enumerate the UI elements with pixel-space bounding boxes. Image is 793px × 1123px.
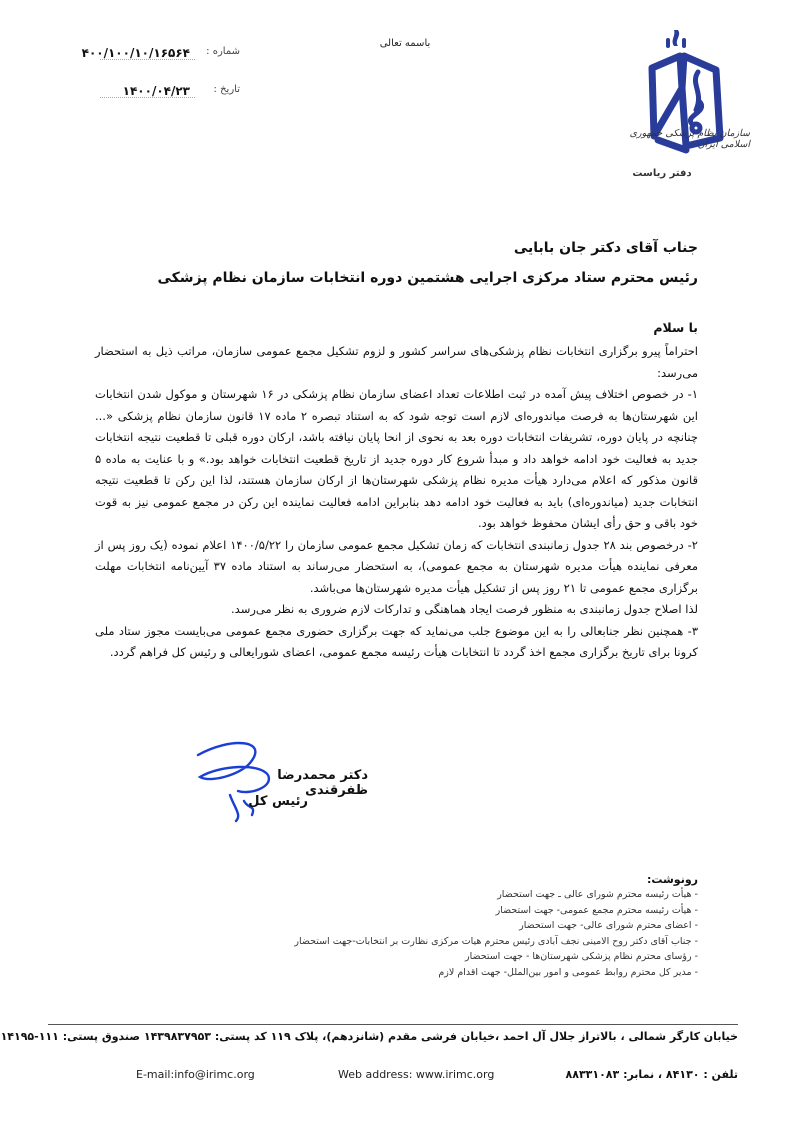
signatory-title: رئیس کل: [248, 794, 308, 809]
paragraph-2: ۲- درخصوص بند ۲۸ جدول زمانبندی انتخابات که زمان تشکیل مجمع عمومی سازمان را ۱۴۰۰/۵/۲۲ اعلام نموده (یک روز پس از معرفی نماینده هیأت مدیره شهرستان به مجمع عمومی)، به استحضار می‌رساند به استناد ماده ۳۷ آیین‌نامه انتخابات مهلت برگزاری مجمع عمومی تا ۲۱ روز پس از تشکیل هیأت مدیره شهرستان‌ها می‌باشد.: [95, 537, 698, 595]
addressee-name: جناب آقای دکتر جان بابایی: [513, 240, 698, 256]
addressee-title: رئیس محترم ستاد مرکزی اجرایی هشتمین دوره انتخابات سازمان نظام پزشکی: [157, 270, 698, 286]
footer-contact: [48, 1068, 738, 1086]
footer-phone: تلفن : ۸۴۱۳۰ ، نمابر: ۸۸۳۳۱۰۸۳: [565, 1068, 738, 1081]
cc-item: - هیأت رئیسه محترم شورای عالی ـ جهت استحضار: [497, 889, 698, 900]
cc-item: - جناب آقای دکتر روح الامینی نجف آبادی رئیس محترم هیات مرکزی نظارت بر انتخابات-جهت استحضار: [294, 935, 698, 947]
footer-divider: [48, 1024, 738, 1025]
footer-email[interactable]: E-mail:info@irimc.org: [136, 1068, 255, 1081]
cc-list: [198, 887, 698, 980]
paragraph-2-note: لذا اصلاح جدول زمانبندی به منظور فرصت ایجاد هماهنگی و تدارکات لازم ضروری به نظر می‌رسد.: [231, 602, 698, 616]
cc-title: رونوشت:: [646, 873, 698, 886]
letter-body: [95, 341, 698, 664]
cc-item: - هیأت رئیسه محترم مجمع عمومی- جهت استحضار: [495, 904, 698, 916]
paragraph-intro: احتراماً پیرو برگزاری انتخابات نظام پزشکی‌های سراسر کشور و لزوم تشکیل مجمع عمومی سازمان، مراتب ذیل به استحضار می‌رسد:: [95, 344, 698, 380]
org-name: سازمان نظام پزشکی جمهوری اسلامی ایران: [629, 128, 750, 150]
greeting: با سلام: [653, 320, 698, 335]
irimc-logo-icon: [612, 28, 752, 188]
letter-date: [60, 84, 240, 102]
paragraph-3: ۳- همچنین نظر جنابعالی را به این موضوع جلب می‌نماید که جهت برگزاری حضوری مجمع عمومی می‌بایست مجوز ستاد ملی کرونا برای تاریخ برگزاری مجمع اخذ گردد تا انتخابات هیأت رئیسه مجمع عمومی، اعضای شورایعالی و رئیس کل فراهم گردد.: [95, 623, 698, 659]
cc-item: - اعضای محترم شورای عالی- جهت استحضار: [519, 920, 698, 931]
date-value: ۱۴۰۰/۰۴/۲۳: [122, 84, 190, 98]
basmala: باسمه تعالی: [379, 38, 431, 49]
letter-number: [60, 46, 240, 64]
date-label: تاریخ :: [213, 84, 240, 95]
footer-address: خیابان کارگر شمالی ، بالاتراز جلال آل احمد ،خیابان فرشی مقدم (شانزدهم)، پلاک ۱۱۹ کد پستی: ۱۴۳۹۸۳۷۹۵۳ صندوق پستی: ۱۱۱-۱۴۱۹۵: [0, 1030, 738, 1043]
office-name: دفتر ریاست: [632, 168, 692, 179]
signatory-name: دکتر محمدرضا ظفرقندی: [277, 768, 368, 798]
number-value: ۴۰۰/۱۰۰/۱۰/۱۶۵۶۴: [81, 46, 190, 60]
footer-website[interactable]: Web address: www.irimc.org: [338, 1068, 495, 1081]
paragraph-1: ۱- در خصوص اختلاف پیش آمده در ثبت اطلاعات تعداد اعضای سازمان نظام پزشکی در ۱۶ شهرستان و موکول شدن انتخابات این شهرستان‌ها به فرصت میاندوره‌ای لازم است توجه شود که به استناد تبصره ۲ ماده ۱۷ قانون سازمان نظام پزشکی «... چنانچه در پایان دوره، تشریفات انتخابات دوره بعد به نحوی از انحا پایان نیافته باشد، ارکان دوره قبلی تا قطعیت نتیجه انتخابات جدید به فعالیت خود ادامه خواهد داد و مبدأ شروع کار دوره جدید از تاریخ قطعیت انتخابات خواهد بود.» و با عنایت به ماده ۵ قانون مذکور که اعلام می‌دارد هیأت مدیره نظام پزشکی شهرستان‌ها از ارکان سازمان هستند، لذا این رکن تا قطعیت نتیجه انتخابات جدید (میاندوره‌ای) باید به فعالیت خود ادامه دهد بنابراین ادامه فعالیت نماینده این رکن در مجمع عمومی نیز به قوت خود باقی و حق رأی ایشان محفوظ خواهد بود.: [95, 387, 699, 530]
cc-item: - مدیر کل محترم روابط عمومی و امور بین‌الملل- جهت اقدام لازم: [438, 966, 698, 978]
cc-item: - رؤسای محترم نظام پزشکی شهرستان‌ها - جهت استحضار: [465, 951, 698, 962]
number-label: شماره :: [206, 46, 240, 57]
